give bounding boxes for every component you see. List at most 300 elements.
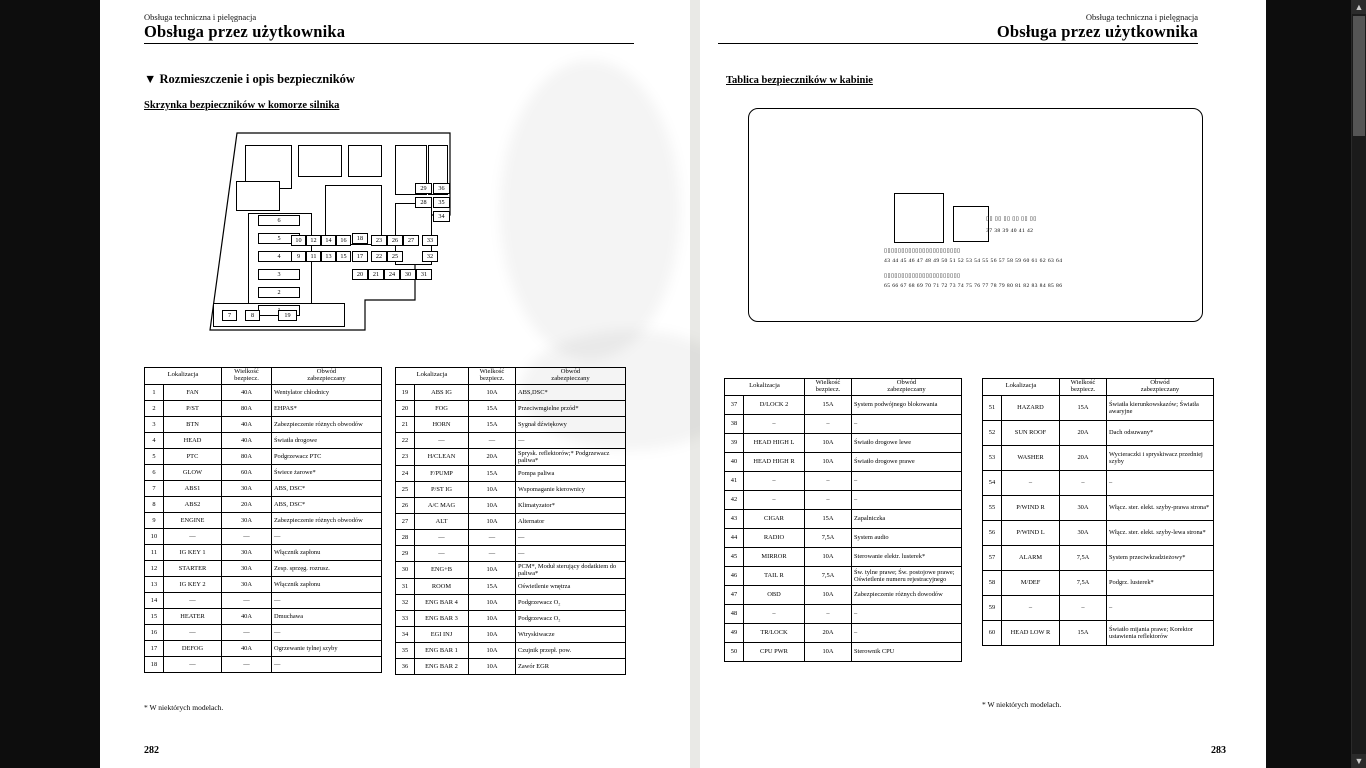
table-row[interactable] (145, 640, 382, 656)
table-row[interactable] (983, 595, 1214, 620)
table-row[interactable] (725, 452, 962, 471)
cell-location: 59 (983, 595, 1002, 620)
fuse-label-36[interactable]: 36 (433, 183, 450, 194)
table-row[interactable] (725, 509, 962, 528)
cabin-fuse-icons-top: ▯▯ ▯▯ ▯▯ ▯▯ ▯▯ ▯▯ (986, 216, 1037, 222)
table-row[interactable] (396, 529, 626, 545)
table-row[interactable] (396, 610, 626, 626)
table-row[interactable] (396, 594, 626, 610)
fuse-block-c (348, 145, 382, 177)
cell-fuse-name: HEATER (164, 608, 222, 624)
cell-location: 36 (396, 658, 415, 674)
cell-fuse-rating: 10A (469, 610, 516, 626)
cell-location: 14 (145, 592, 164, 608)
fuse-label-12[interactable]: 12 (306, 235, 321, 246)
cell-location: 55 (983, 495, 1002, 520)
cell-fuse-rating: — (222, 528, 272, 544)
cell-location: 7 (145, 480, 164, 496)
cell-fuse-name: OBD (744, 585, 805, 604)
cell-circuit: – (852, 490, 962, 509)
cell-circuit: System podwójnego blokowania (852, 395, 962, 414)
cell-circuit: Św. tylne prawe; Św. postojowe prawe; Oświetlenie numeru rejestracyjnego (852, 566, 962, 585)
cell-fuse-rating: 7,5A (805, 528, 852, 547)
right-page-number: 283 (1211, 745, 1226, 756)
cell-fuse-rating: 10A (805, 433, 852, 452)
table-row[interactable] (983, 395, 1214, 420)
table-row[interactable] (145, 384, 382, 400)
cell-circuit: — (272, 528, 382, 544)
table-row[interactable] (145, 544, 382, 560)
table-row[interactable] (396, 642, 626, 658)
fuse-table-c (724, 378, 962, 662)
table-row[interactable] (396, 497, 626, 513)
fuse-label-7[interactable]: 7 (222, 310, 237, 321)
cell-circuit: — (516, 545, 626, 561)
cell-fuse-rating: 15A (805, 509, 852, 528)
table-row[interactable] (725, 414, 962, 433)
cell-location: 2 (145, 400, 164, 416)
fuse-label-15[interactable]: 15 (336, 251, 351, 262)
cell-fuse-name: HEAD (164, 432, 222, 448)
cell-fuse-name: F/PUMP (415, 465, 469, 481)
cell-circuit: — (272, 656, 382, 672)
cell-location: 13 (145, 576, 164, 592)
cell-fuse-rating: 20A (222, 496, 272, 512)
table-row[interactable] (396, 432, 626, 448)
cell-fuse-name: M/DEF (1002, 570, 1060, 595)
cell-fuse-rating: 30A (222, 576, 272, 592)
cell-location: 32 (396, 594, 415, 610)
col-wielkosc: Wielkość bezpiecz. (222, 368, 272, 385)
table-row[interactable] (396, 658, 626, 674)
cell-fuse-name: STARTER (164, 560, 222, 576)
table-row[interactable] (725, 604, 962, 623)
fuse-label-33[interactable]: 33 (422, 235, 438, 246)
cell-fuse-name: IG KEY 2 (164, 576, 222, 592)
table-row[interactable] (145, 416, 382, 432)
cell-circuit: EHPAS* (272, 400, 382, 416)
cell-location: 20 (396, 400, 415, 416)
left-page-number: 282 (144, 745, 159, 756)
fuse-label-24[interactable]: 24 (384, 269, 400, 280)
cell-circuit: Zawór EGR (516, 658, 626, 674)
cell-circuit: Pompa paliwa (516, 465, 626, 481)
cell-fuse-name: — (415, 529, 469, 545)
fuse-label-17[interactable]: 17 (352, 251, 368, 262)
scrollbar-thumb[interactable] (1353, 16, 1365, 136)
right-header-title: Obsługa przez użytkownika (996, 22, 1198, 41)
table-row[interactable] (983, 420, 1214, 445)
table-row[interactable] (983, 445, 1214, 470)
fuse-label-20[interactable]: 20 (352, 269, 368, 280)
fuse-table-c-body (725, 395, 962, 661)
cell-fuse-rating: 10A (469, 626, 516, 642)
cell-circuit: Sprysk. reflektorów;* Podgrzewacz paliwa* (516, 448, 626, 465)
table-row[interactable] (983, 620, 1214, 645)
cell-fuse-name: ENGINE (164, 512, 222, 528)
cell-fuse-name: P/WIND L (1002, 520, 1060, 545)
cell-fuse-rating: – (805, 414, 852, 433)
cell-location: 24 (396, 465, 415, 481)
fuse-table-b (395, 367, 626, 675)
cell-circuit: – (852, 414, 962, 433)
cell-fuse-name: — (164, 592, 222, 608)
table-row[interactable] (983, 520, 1214, 545)
cell-circuit: Zesp. sprzęg. rozrusz. (272, 560, 382, 576)
cell-fuse-name: ENG BAR 2 (415, 658, 469, 674)
table-row[interactable] (145, 608, 382, 624)
cell-circuit: – (852, 471, 962, 490)
cell-fuse-rating: – (1060, 470, 1107, 495)
cell-fuse-rating: — (222, 656, 272, 672)
table-row[interactable] (396, 561, 626, 578)
scan-shadow (500, 60, 680, 360)
table-row[interactable] (145, 528, 382, 544)
fuse-label-26[interactable]: 26 (387, 235, 403, 246)
cell-fuse-name: TAIL R (744, 566, 805, 585)
table-row[interactable] (396, 400, 626, 416)
cell-fuse-name: FOG (415, 400, 469, 416)
cell-fuse-name: RADIO (744, 528, 805, 547)
cabin-fuse-icons-bot: ▯▯▯▯▯▯▯▯▯▯▯▯▯▯▯▯▯▯▯▯▯▯ (884, 273, 961, 279)
cell-fuse-rating: — (222, 624, 272, 640)
fuse-label-34[interactable]: 34 (433, 211, 450, 222)
table-row[interactable] (725, 395, 962, 414)
table-row[interactable] (983, 470, 1214, 495)
fuse-label-2[interactable]: 2 (258, 287, 300, 298)
cell-circuit: ABS, DSC* (272, 480, 382, 496)
cell-fuse-name: ALT (415, 513, 469, 529)
cell-circuit: — (272, 592, 382, 608)
cell-fuse-name: D/LOCK 2 (744, 395, 805, 414)
cell-circuit: Wycieraczki i spryskiwacz przedniej szyby (1107, 445, 1214, 470)
cell-circuit: Czujnik przepł. pow. (516, 642, 626, 658)
cell-location: 28 (396, 529, 415, 545)
table-row[interactable] (396, 578, 626, 594)
cabin-fusebox-diagram (748, 108, 1203, 323)
cell-location: 29 (396, 545, 415, 561)
cell-fuse-name: GLOW (164, 464, 222, 480)
cell-fuse-name: – (744, 471, 805, 490)
cell-fuse-name: PTC (164, 448, 222, 464)
cell-fuse-rating: 80A (222, 448, 272, 464)
fuse-label-29[interactable]: 29 (415, 183, 432, 194)
cabin-relay-a (894, 193, 944, 243)
col-obwod: Obwód zabezpieczany (1107, 379, 1214, 396)
fuse-label-22[interactable]: 22 (371, 251, 387, 262)
table-row[interactable] (725, 471, 962, 490)
table-row[interactable] (145, 480, 382, 496)
cell-fuse-rating: — (469, 529, 516, 545)
table-row[interactable] (725, 433, 962, 452)
table-row[interactable] (396, 416, 626, 432)
cell-location: 37 (725, 395, 744, 414)
cell-circuit: – (852, 623, 962, 642)
table-header-row (145, 368, 382, 385)
fuse-label-11[interactable]: 11 (306, 251, 321, 262)
cell-fuse-rating: 10A (469, 594, 516, 610)
cell-fuse-name: ABS1 (164, 480, 222, 496)
table-row[interactable] (145, 464, 382, 480)
cell-circuit: Ogrzewanie tylnej szyby (272, 640, 382, 656)
cell-fuse-rating: – (805, 471, 852, 490)
fuse-label-31[interactable]: 31 (416, 269, 432, 280)
table-row[interactable] (725, 585, 962, 604)
cell-fuse-rating: 10A (805, 585, 852, 604)
cell-fuse-name: ALARM (1002, 545, 1060, 570)
table-row[interactable] (145, 448, 382, 464)
cell-fuse-name: HEAD HIGH L (744, 433, 805, 452)
cell-location: 35 (396, 642, 415, 658)
table-row[interactable] (145, 496, 382, 512)
table-row[interactable] (725, 642, 962, 661)
fuse-label-28[interactable]: 28 (415, 197, 432, 208)
cell-fuse-rating: 10A (805, 452, 852, 471)
cell-location: 27 (396, 513, 415, 529)
cell-location: 60 (983, 620, 1002, 645)
cell-fuse-name: BTN (164, 416, 222, 432)
cell-location: 16 (145, 624, 164, 640)
cell-fuse-name: – (1002, 470, 1060, 495)
table-row[interactable] (145, 512, 382, 528)
cell-circuit: Podgrzewacz O₂ (516, 610, 626, 626)
table-row[interactable] (983, 570, 1214, 595)
cabin-fuse-icons-mid: ▯▯▯▯▯▯▯▯▯▯▯▯▯▯▯▯▯▯▯▯▯▯ (884, 248, 961, 254)
cell-location: 38 (725, 414, 744, 433)
cell-fuse-rating: 7,5A (1060, 570, 1107, 595)
cell-fuse-rating: 15A (469, 416, 516, 432)
cell-circuit: Sygnał dźwiękowy (516, 416, 626, 432)
fuse-label-8[interactable]: 8 (245, 310, 260, 321)
fuse-label-25[interactable]: 25 (387, 251, 403, 262)
cell-location: 18 (145, 656, 164, 672)
cell-fuse-rating: 20A (805, 623, 852, 642)
cell-circuit: Zabezpieczenie różnych obwodów (272, 416, 382, 432)
cell-fuse-rating: 10A (805, 547, 852, 566)
cell-location: 10 (145, 528, 164, 544)
cell-fuse-rating: — (469, 545, 516, 561)
cell-fuse-rating: 10A (469, 513, 516, 529)
cell-location: 47 (725, 585, 744, 604)
fuse-label-10[interactable]: 10 (291, 235, 306, 246)
table-row[interactable] (145, 592, 382, 608)
col-wielkosc: Wielkość bezpiecz. (805, 379, 852, 396)
table-row[interactable] (983, 545, 1214, 570)
cell-location: 39 (725, 433, 744, 452)
cell-location: 42 (725, 490, 744, 509)
cell-circuit: Światło drogowe lewe (852, 433, 962, 452)
cell-circuit: Wspomaganie kierownicy (516, 481, 626, 497)
table-header-row (725, 379, 962, 396)
cell-circuit: System przeciwkradzieżowy* (1107, 545, 1214, 570)
fuse-label-30[interactable]: 30 (400, 269, 416, 280)
cell-location: 56 (983, 520, 1002, 545)
cell-location: 33 (396, 610, 415, 626)
cell-location: 21 (396, 416, 415, 432)
cabin-fuse-row-bot[interactable]: 65 66 67 68 69 70 71 72 73 74 75 76 77 78 79 80 81 82 83 84 85 86 (884, 283, 1063, 289)
cabin-fuse-row-top[interactable]: 37 38 39 40 41 42 (986, 228, 1034, 234)
right-footnote: * W niektórych modelach. (982, 700, 1062, 709)
cell-circuit: Klimatyzator* (516, 497, 626, 513)
table-header-row (983, 379, 1214, 396)
cell-fuse-rating: — (222, 592, 272, 608)
cell-fuse-name: EGI INJ (415, 626, 469, 642)
fuse-label-9[interactable]: 9 (291, 251, 306, 262)
cell-fuse-name: P/WIND R (1002, 495, 1060, 520)
cell-fuse-name: TR/LOCK (744, 623, 805, 642)
table-row[interactable] (145, 560, 382, 576)
cell-location: 11 (145, 544, 164, 560)
fuse-label-5[interactable]: 5 (258, 233, 300, 244)
fuse-label-13[interactable]: 13 (321, 251, 336, 262)
cell-location: 26 (396, 497, 415, 513)
cell-fuse-rating: 10A (469, 384, 516, 400)
engine-fuse-table-a (144, 367, 382, 673)
fuse-label-4[interactable]: 4 (258, 251, 300, 262)
fuse-label-35[interactable]: 35 (433, 197, 450, 208)
fuse-label-6[interactable]: 6 (258, 215, 300, 226)
cell-fuse-name: — (164, 656, 222, 672)
cell-location: 40 (725, 452, 744, 471)
table-row[interactable] (145, 624, 382, 640)
cell-fuse-rating: 7,5A (805, 566, 852, 585)
fuse-label-3[interactable]: 3 (258, 269, 300, 280)
cell-fuse-rating: 30A (222, 480, 272, 496)
engine-fuse-table-b (395, 367, 626, 675)
cell-fuse-name: ENG BAR 4 (415, 594, 469, 610)
cabin-fuse-table-c (724, 378, 962, 662)
vertical-scrollbar[interactable] (1351, 0, 1366, 768)
cell-fuse-name: CIGAR (744, 509, 805, 528)
cell-location: 51 (983, 395, 1002, 420)
left-page-header (144, 12, 634, 44)
cell-fuse-rating: 30A (222, 512, 272, 528)
cell-circuit: Zapalniczka (852, 509, 962, 528)
table-row[interactable] (145, 432, 382, 448)
table-row[interactable] (145, 656, 382, 672)
cell-circuit: Podgrz. lusterek* (1107, 570, 1214, 595)
fuse-label-19[interactable]: 19 (278, 310, 297, 321)
table-header-row (396, 368, 626, 385)
cell-fuse-rating: 15A (469, 578, 516, 594)
cell-circuit: Wtryskiwacze (516, 626, 626, 642)
cell-fuse-name: ABS IG (415, 384, 469, 400)
table-row[interactable] (396, 481, 626, 497)
cell-location: 52 (983, 420, 1002, 445)
cell-location: 44 (725, 528, 744, 547)
cell-fuse-name: ENG+B (415, 561, 469, 578)
fuse-table-d-body (983, 395, 1214, 645)
cell-circuit: Podgrzewacz O₂ (516, 594, 626, 610)
cell-fuse-rating: 7,5A (1060, 545, 1107, 570)
fuse-label-27[interactable]: 27 (403, 235, 419, 246)
cell-circuit: Podgrzewacz PTC (272, 448, 382, 464)
cell-location: 6 (145, 464, 164, 480)
cell-location: 58 (983, 570, 1002, 595)
cell-location: 34 (396, 626, 415, 642)
table-row[interactable] (396, 448, 626, 465)
scroll-down-arrow-icon[interactable]: ▼ (1352, 754, 1366, 768)
cell-location: 41 (725, 471, 744, 490)
cell-circuit: — (516, 432, 626, 448)
table-row[interactable] (145, 576, 382, 592)
cell-circuit: Zabezpieczenie różnych obwodów (272, 512, 382, 528)
cell-circuit: – (1107, 470, 1214, 495)
cell-fuse-rating: 15A (469, 465, 516, 481)
table-row[interactable] (725, 528, 962, 547)
cell-circuit: Włącznik zapłonu (272, 544, 382, 560)
cell-location: 17 (145, 640, 164, 656)
cell-fuse-rating: 30A (222, 560, 272, 576)
cell-fuse-name: – (744, 604, 805, 623)
cell-fuse-rating: – (805, 604, 852, 623)
cell-location: 25 (396, 481, 415, 497)
scroll-up-arrow-icon[interactable]: ▲ (1352, 0, 1366, 14)
cell-fuse-rating: 30A (1060, 495, 1107, 520)
left-header-title: Obsługa przez użytkownika (144, 22, 346, 41)
table-row[interactable] (983, 495, 1214, 520)
cabin-fuse-row-mid[interactable]: 43 44 45 46 47 48 49 50 51 52 53 54 55 56 57 58 59 60 61 62 63 64 (884, 258, 1063, 264)
cell-fuse-name: — (415, 545, 469, 561)
table-row[interactable] (396, 626, 626, 642)
cell-circuit: Włącz. ster. elekt. szyby-prawa strona* (1107, 495, 1214, 520)
cell-location: 53 (983, 445, 1002, 470)
cell-fuse-rating: 40A (222, 608, 272, 624)
table-row[interactable] (396, 465, 626, 481)
left-page (100, 0, 690, 768)
cell-location: 15 (145, 608, 164, 624)
fuse-label-16[interactable]: 16 (336, 235, 351, 246)
cell-location: 22 (396, 432, 415, 448)
cell-fuse-name: ROOM (415, 578, 469, 594)
cell-fuse-rating: 30A (1060, 520, 1107, 545)
cell-circuit: Wentylator chłodnicy (272, 384, 382, 400)
fuse-label-14[interactable]: 14 (321, 235, 336, 246)
cell-fuse-rating: 20A (469, 448, 516, 465)
table-row[interactable] (396, 513, 626, 529)
cell-fuse-rating: 30A (222, 544, 272, 560)
cell-fuse-name: IG KEY 1 (164, 544, 222, 560)
table-row[interactable] (145, 400, 382, 416)
cabin-fuse-table-d (982, 378, 1214, 646)
fuse-label-32[interactable]: 32 (422, 251, 438, 262)
table-row[interactable] (396, 545, 626, 561)
cell-fuse-rating: 15A (469, 400, 516, 416)
cell-location: 48 (725, 604, 744, 623)
cabin-fusebox-subtitle: Tablica bezpieczników w kabinie (726, 75, 873, 86)
cell-circuit: ABS,DSC* (516, 384, 626, 400)
cell-location: 43 (725, 509, 744, 528)
cell-fuse-name: CPU PWR (744, 642, 805, 661)
col-lokalizacja: Lokalizacja (396, 368, 469, 385)
cell-fuse-rating: 15A (805, 395, 852, 414)
fuse-label-18[interactable]: 18 (352, 233, 368, 244)
col-wielkosc: Wielkość bezpiecz. (469, 368, 516, 385)
table-row[interactable] (396, 384, 626, 400)
table-row[interactable] (725, 547, 962, 566)
table-row[interactable] (725, 623, 962, 642)
fuse-label-23[interactable]: 23 (371, 235, 387, 246)
fuse-table-d (982, 378, 1214, 646)
cell-location: 5 (145, 448, 164, 464)
cell-fuse-rating: 40A (222, 416, 272, 432)
table-row[interactable] (725, 490, 962, 509)
fuse-label-21[interactable]: 21 (368, 269, 384, 280)
cell-fuse-rating: 20A (1060, 420, 1107, 445)
cell-circuit: ABS, DSC* (272, 496, 382, 512)
engine-fusebox-diagram (150, 125, 470, 350)
table-row[interactable] (725, 566, 962, 585)
